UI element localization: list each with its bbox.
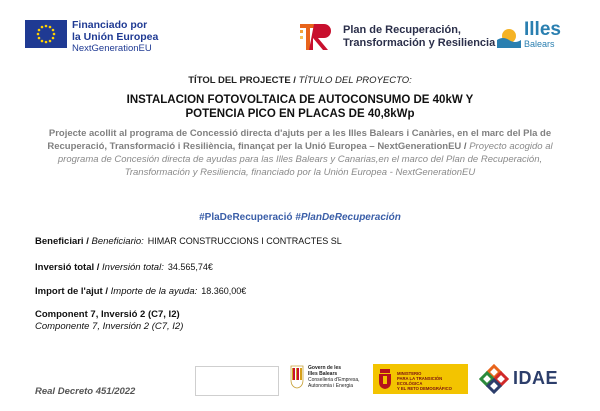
ministerio-line2: PARA LA TRANSICIÓN ECOLÓGICA <box>397 376 443 386</box>
component-field <box>35 309 183 333</box>
ministerio-logo <box>373 364 468 394</box>
spain-coat-of-arms-icon <box>377 368 393 390</box>
ministerio-line3: Y EL RETO DEMOGRÁFICO <box>397 386 452 391</box>
project-description <box>38 127 562 179</box>
illes-balears-wave-icon <box>497 28 521 48</box>
project-title-label <box>0 75 600 86</box>
aid-sep: / <box>102 286 111 297</box>
title-label-es: TÍTULO DEL PROYECTO: <box>298 75 412 86</box>
project-title-line1: INSTALACION FOTOVOLTAICA DE AUTOCONSUMO DE 40kW Y <box>126 94 474 106</box>
govern-line1: Govern de les <box>308 365 342 371</box>
illes-balears-logo-text <box>524 20 561 49</box>
title-label-ca: TÍTOL DEL PROJECTE <box>188 75 291 86</box>
plan-logo-line1: Plan de Recuperación, <box>343 24 461 36</box>
description-es: Proyecto acogido al programa de Concesión directa de ayudas para las Illes Balears y Canarias,en el marco del Plan de Recuperación, Transformación y Resiliencia, financiado por la Unión Europea - NextGenerationEU <box>57 141 553 178</box>
aid-amount-field <box>35 286 246 297</box>
eu-funding-logo-text <box>72 19 158 55</box>
govern-line4: Autonomia i Energia <box>308 383 354 389</box>
aid-value: 18.360,00€ <box>201 286 247 296</box>
description-ca: Projecte acollit al programa de Concessió directa d'ajuts per a les Illes Balears i Canàries, en el marc del Pla de Recuperació, Transformació i Resiliència, finançat per la Unió Europea – NextGenerationEU <box>47 128 552 152</box>
hashtag-ca: #PlaDeRecuperació <box>199 212 293 223</box>
title-label-sep: / <box>290 75 299 86</box>
blank-logo-box <box>195 366 279 396</box>
eu-logo-line2: la Unión Europea <box>72 31 159 43</box>
project-title <box>0 93 600 121</box>
beneficiary-label-es: Beneficiario: <box>91 236 144 247</box>
description-sep: / <box>461 141 470 152</box>
beneficiary-label-ca: Beneficiari <box>35 236 84 247</box>
govern-shield-icon <box>290 365 304 389</box>
govern-line3: Conselleria d'Empresa, <box>308 377 360 383</box>
aid-label-es: Importe de la ayuda: <box>110 286 198 297</box>
hashtag-es: #PlanDeRecuperación <box>295 212 401 223</box>
total-investment-field <box>35 262 213 273</box>
investment-label-es: Inversión total: <box>102 262 164 273</box>
illes-logo-big: Illes <box>524 19 561 40</box>
plan-logo-line2: Transformación y Resiliencia <box>343 37 496 49</box>
govern-line2: Illes Balears <box>308 371 338 377</box>
ministerio-line1: MINISTERIO <box>397 371 422 376</box>
investment-value: 34.565,74€ <box>167 262 213 272</box>
beneficiary-field <box>35 236 342 247</box>
eu-flag-icon <box>25 20 67 48</box>
hashtag <box>0 212 600 223</box>
project-title-line2: POTENCIA PICO EN PLACAS DE 40,8kWp <box>185 108 415 120</box>
beneficiary-sep: / <box>83 236 92 247</box>
investment-sep: / <box>94 262 103 273</box>
eu-logo-line3: NextGenerationEU <box>72 43 152 54</box>
component-ca: Component 7, Inversió 2 (C7, I2) <box>35 309 180 320</box>
plan-recuperacion-logo-text <box>343 24 495 50</box>
tr-logo-icon <box>298 20 334 54</box>
aid-label-ca: Import de l'ajut <box>35 286 103 297</box>
idae-knot-icon <box>479 364 509 394</box>
idae-logo-text: IDAE <box>513 368 559 388</box>
beneficiary-value: HIMAR CONSTRUCCIONS I CONTRACTES SL <box>147 236 342 246</box>
illes-logo-small: Balears <box>524 39 555 49</box>
royal-decree: Real Decreto 451/2022 <box>35 386 136 397</box>
eu-logo-line1: Financiado por <box>72 19 148 31</box>
component-es: Componente 7, Inversión 2 (C7, I2) <box>35 321 184 332</box>
investment-label-ca: Inversió total <box>35 262 95 273</box>
